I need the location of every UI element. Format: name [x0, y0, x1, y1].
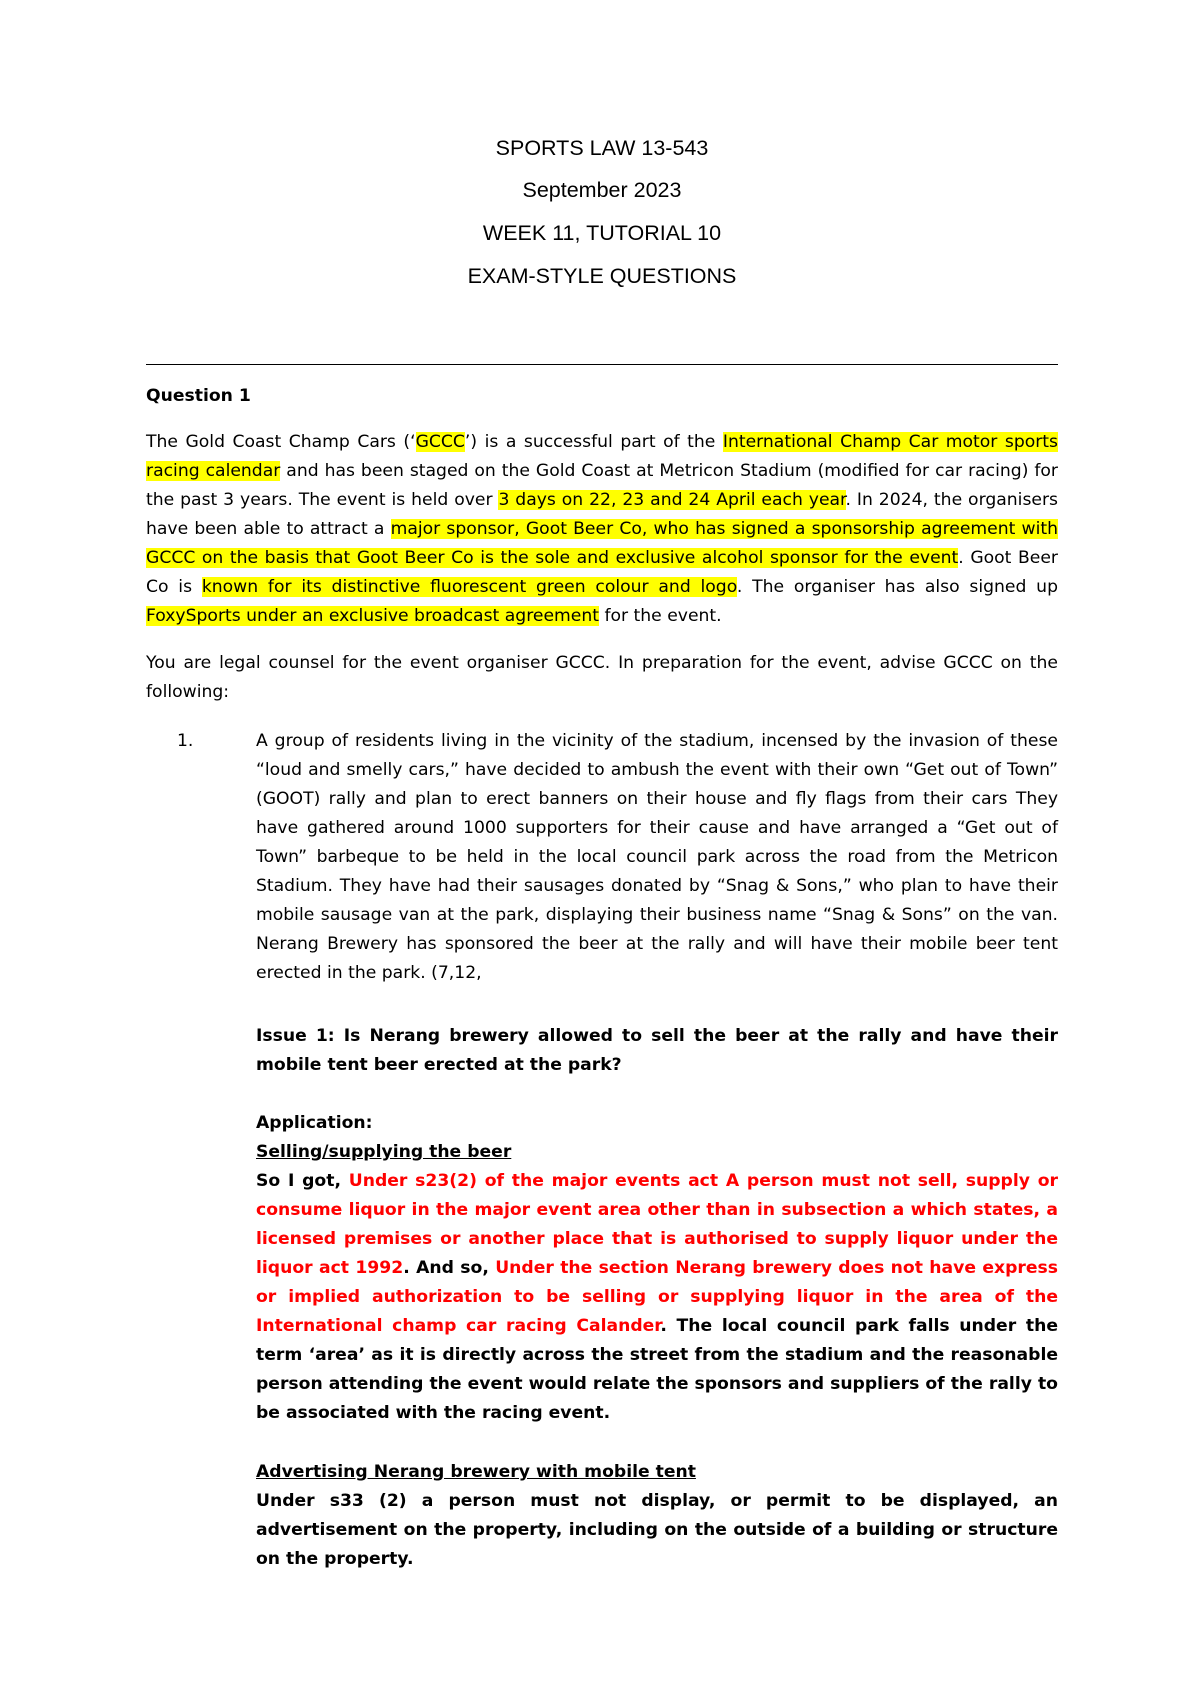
selling-heading: Selling/supplying the beer — [256, 1142, 512, 1162]
red-application-text: Under the section Nerang brewery does not have express or implied authorization to be selling or supplying liquor in the area of the International champ car racing Calander — [256, 1258, 1058, 1336]
instruction-paragraph: You are legal counsel for the event organiser GCCC. In preparation for the event, advise GCCC on the following: — [146, 653, 1058, 702]
document-type: EXAM-STYLE QUESTIONS — [467, 264, 737, 288]
course-title: SPORTS LAW 13-543 — [495, 136, 709, 160]
application-label: Application: — [256, 1113, 373, 1133]
document-date: September 2023 — [522, 178, 682, 202]
highlight-sponsor: major sponsor, Goot Beer Co, who has signed a sponsorship agreement with GCCC on the basis that Goot Beer Co is the sole and exclusive alcohol sponsor for the event — [146, 519, 1059, 568]
advertising-paragraph: Under s33 (2) a person must not display, or permit to be displayed, an advertisement on the property, including on the outside of a building or structure on the property. — [256, 1491, 1058, 1569]
question-scenario-paragraph: The Gold Coast Champ Cars (‘GCCC’) is a successful part of the International Champ Car motor sports racing calendar and has been staged on the Gold Coast at Metricon Stadium (modified for car racing) for the past 3 years. The event is held over 3 days on 22, 23 and 24 April each year. In 2024, the organisers have been able to attract a major sponsor, Goot Beer Co, who has signed a sponsorship agreement with GCCC on the basis that Goot Beer Co is the sole and exclusive alcohol sponsor for the event. Goot Beer Co is known for its distinctive fluorescent green colour and logo. The organiser has also signed up FoxySports under an exclusive broadcast agreement for the event. — [146, 432, 1059, 626]
selling-analysis-paragraph: So I got, Under s23(2) of the major events act A person must not sell, supply or consume liquor in the major event area other than in subsection a which states, a licensed premises or another place that is authorised to supply liquor under the liquor act 1992. And so, Under the section Nerang brewery does not have express or implied authorization to be selling or supplying liquor in the area of the International champ car racing Calander. The local council park falls under the term ‘area’ as it is directly across the street from the stadium and the reasonable person attending the event would relate the sponsors and suppliers of the rally to be associated with the racing event. — [256, 1171, 1058, 1423]
horizontal-rule — [146, 364, 1058, 365]
highlight-calendar: International Champ Car motor sports racing calendar — [146, 432, 1058, 481]
red-statute-text: Under s23(2) of the major events act A person must not sell, supply or consume liquor in the major event area other than in subsection a which states, a licensed premises or another place that is authorised to supply liquor under the liquor act 1992 — [256, 1171, 1058, 1278]
highlight-dates: 3 days on 22, 23 and 24 April each year — [498, 490, 846, 510]
question-title: Question 1 — [146, 386, 251, 406]
highlight-colour-logo: known for its distinctive fluorescent green colour and logo — [201, 577, 737, 597]
highlight-gccc: GCCC — [415, 432, 465, 452]
week-tutorial: WEEK 11, TUTORIAL 10 — [482, 221, 722, 245]
item-number: 1. — [177, 731, 194, 751]
advertising-heading: Advertising Nerang brewery with mobile tent — [256, 1462, 696, 1482]
issue-1: Issue 1: Is Nerang brewery allowed to sell the beer at the rally and have their mobile tent beer erected at the park? — [256, 1026, 1058, 1075]
item-1-text: A group of residents living in the vicinity of the stadium, incensed by the invasion of these “loud and smelly cars,” have decided to ambush the event with their own “Get out of Town” (GOOT) rally and plan to erect banners on their house and fly flags from their cars They have gathered around 1000 supporters for their cause and have arranged a “Get out of Town” barbeque to be held in the local council park across the road from the Metricon Stadium. They have had their sausages donated by “Snag & Sons,” who plan to have their mobile sausage van at the park, displaying their business name “Snag & Sons” on the van. Nerang Brewery has sponsored the beer at the rally and will have their mobile beer tent erected in the park. (7,12, — [256, 731, 1058, 983]
highlight-broadcast: FoxySports under an exclusive broadcast agreement — [146, 606, 599, 626]
